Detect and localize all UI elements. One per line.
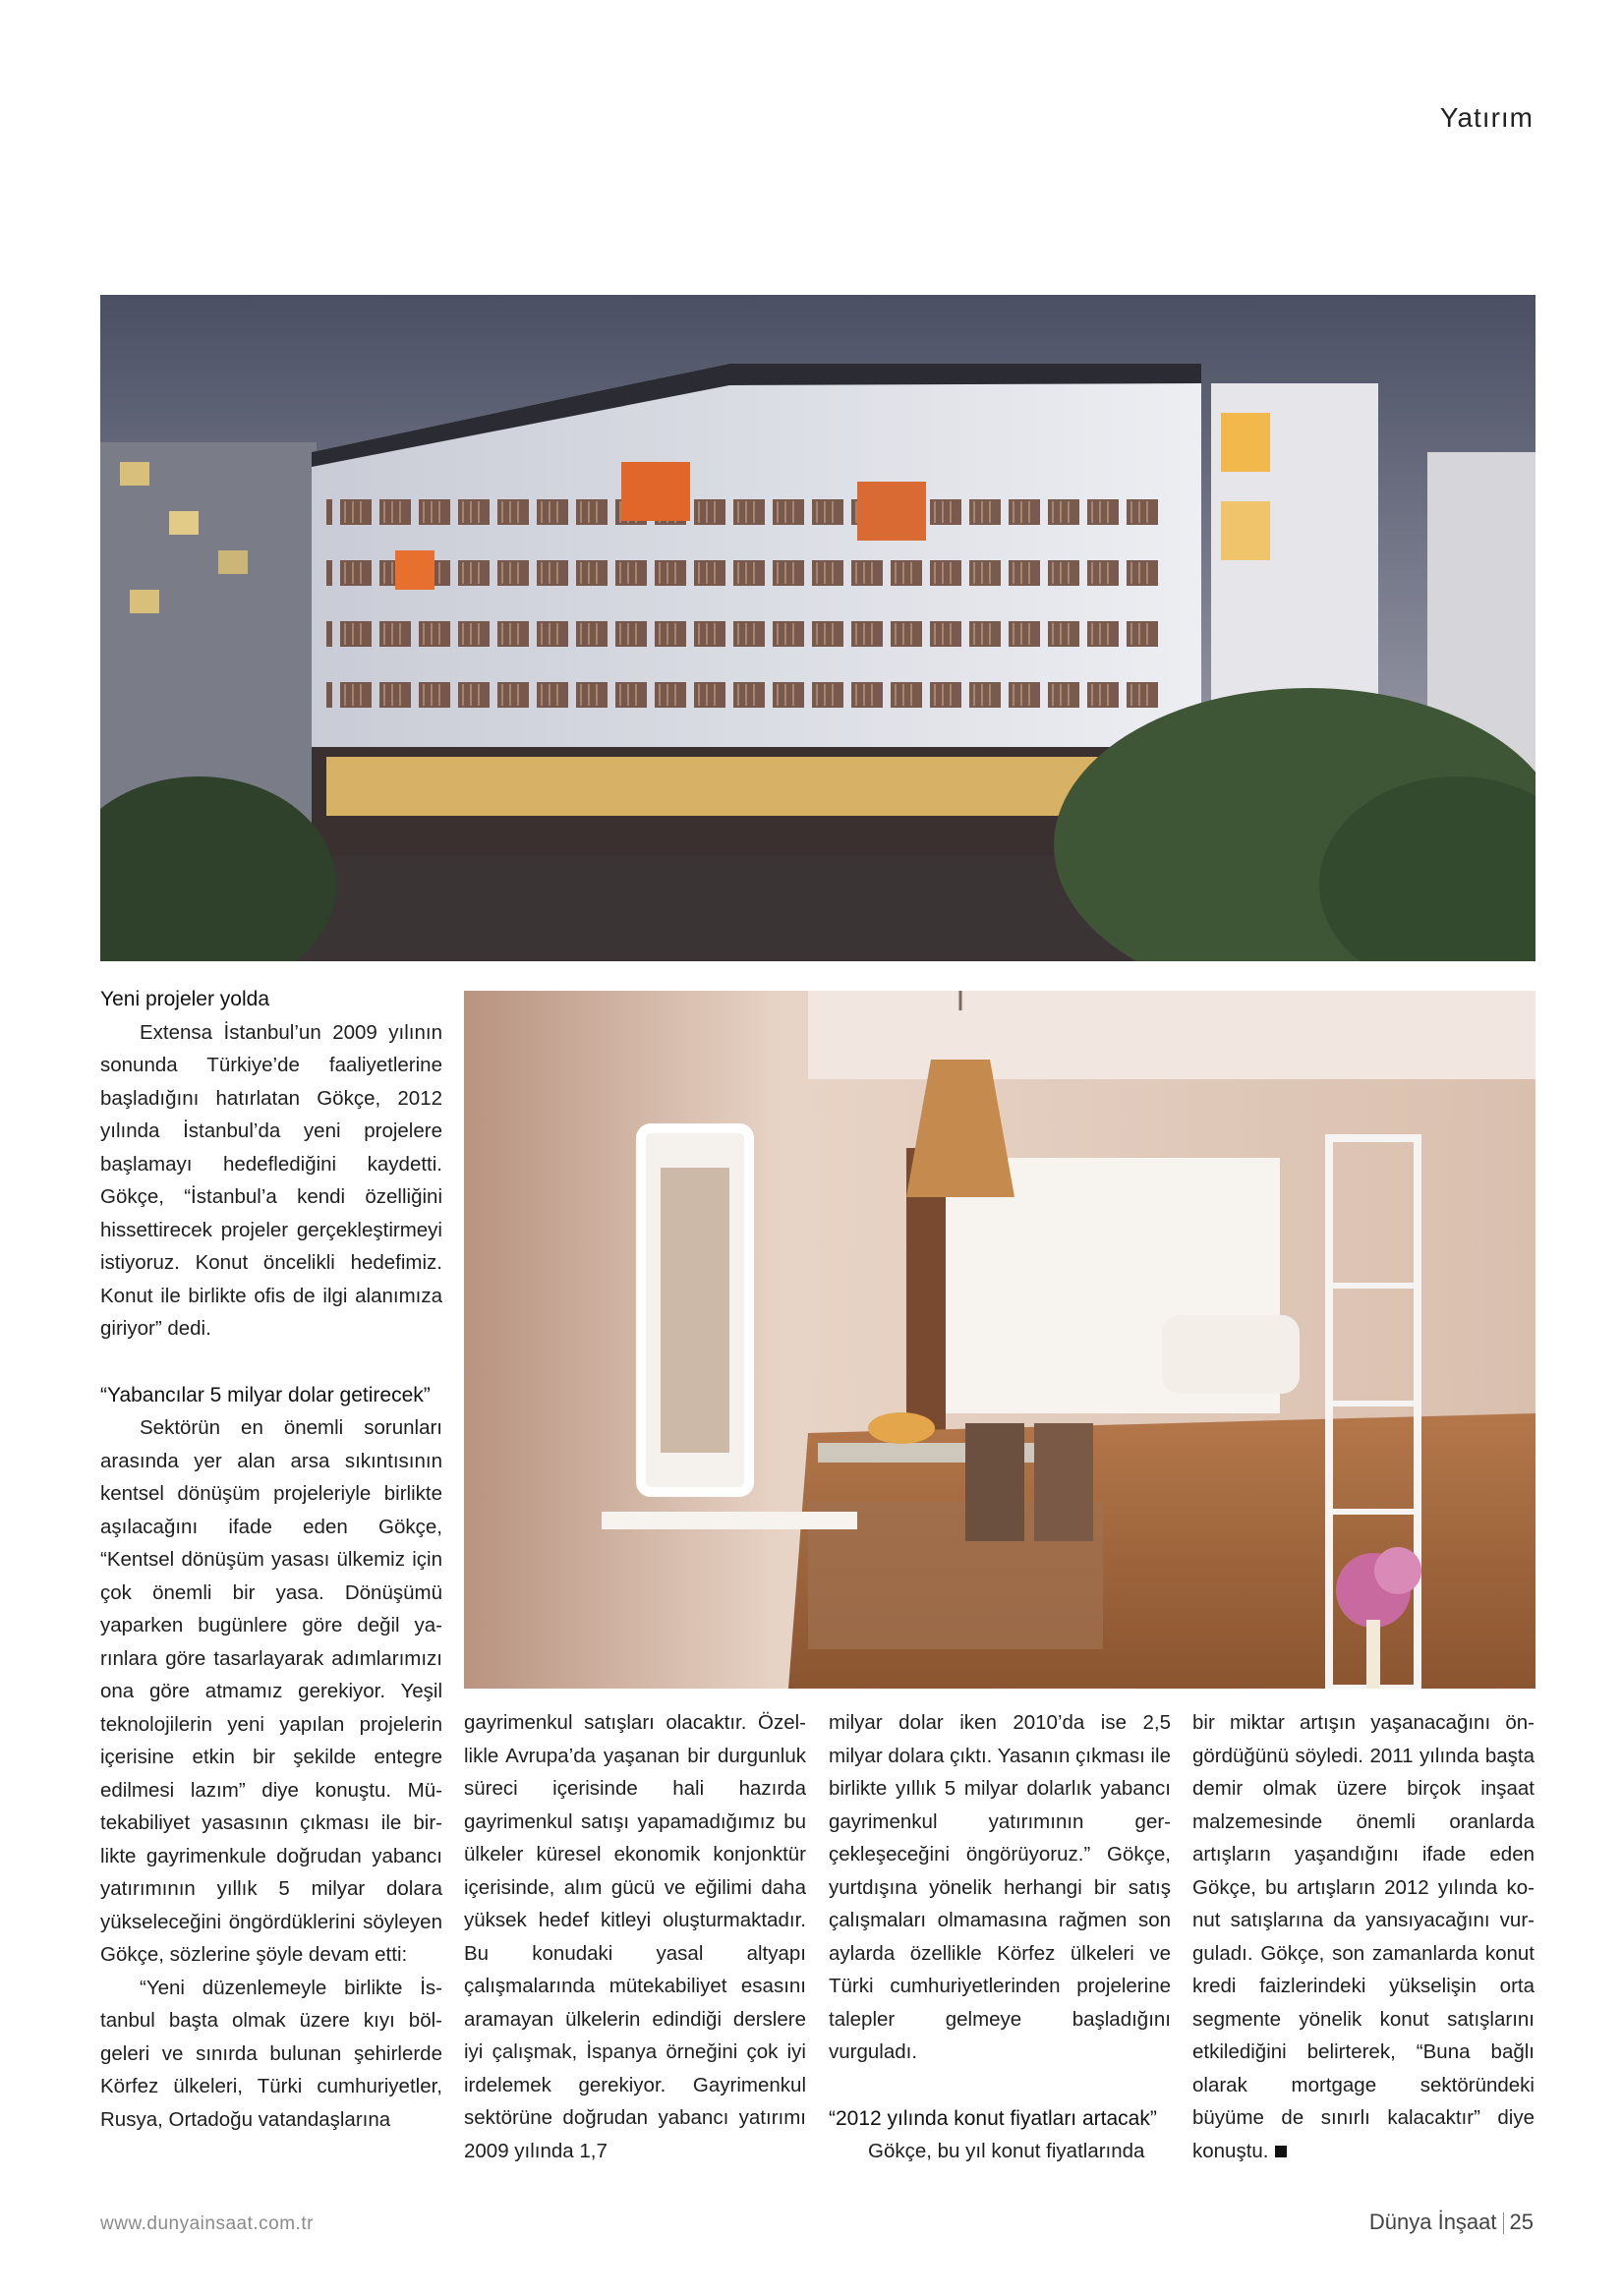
article-column-3	[829, 1706, 1171, 2168]
paragraph-1: Extensa İstanbul’un 2009 yılının sonunda Türkiye’de faaliyetlerine başladığını hatırlatan Gökçe, 2012 yılında İstanbul’da yeni projelere başlamayı hedeflediğini kaydetti. Gökçe, “İstanbul’a kendi özelliğini hissettirecek projeler gerçekleştirmeyi istiyoruz. Konut öncelikli hedefimiz. Konut ile birlikte ofis de ilgi alanımıza giriyor” dedi.	[100, 1020, 442, 1340]
paragraph-7	[1192, 1706, 1535, 2167]
article-column-2	[464, 1706, 806, 2167]
footer-separator	[1503, 2212, 1504, 2234]
article-column-4	[1192, 1706, 1535, 2167]
paragraph-3: “Yeni düzenlemeyle birlikte İstanbul başta olmak üzere kıyı bölgeleri ve sınırda bulunan şehirlerde Körfez ülkeleri, Türki cumhuriyetler, Rusya, Ortadoğu vatandaşlarına	[100, 1976, 442, 2131]
end-mark	[1275, 2146, 1287, 2157]
article-column-1	[100, 983, 442, 2136]
paragraph-7-text: bir miktar artışın yaşanacağını öngördüğünü söyledi. 2011 yılında başta demir olmak üzere birçok inşaat malzemesinde önemli oranlarda artışların yaşandığını ifade eden Gökçe, bu artışların 2012 yılında konut satışlarına da yansıyacağını vurguladı. Gökçe, son zamanlarda konut kredi faizlerindeki yükselişin orta segmente yönelik konut satışlarını etkilediğini belirterek, “Buna bağlı olarak mortgage sektöründeki büyüme de sınırlı kalacaktır” diye konuştu.	[1192, 1711, 1535, 2162]
section-label: Yatırım	[1439, 102, 1534, 133]
building-photo	[100, 295, 1535, 961]
magazine-name: Dünya İnşaat	[1368, 2210, 1497, 2234]
footer-url: www.dunyainsaat.com.tr	[100, 2213, 314, 2234]
subheading-foreigners: “Yabancılar 5 milyar dolar getirecek”	[100, 1383, 431, 1406]
page-number: 25	[1509, 2210, 1534, 2234]
paragraph-4: gayrimenkul satışları olacaktır. Özellikle Avrupa’da yaşanan bir durgunluk süreci içerisinde hali hazırda gayrimenkul satışı yapamadığımız bu ülkeler küresel ekonomik konjonktür içerisinde, alım gücü ve eğilimi daha yüksek hedef kitleyi oluşturmaktadır. Bu konudaki yasal altyapı çalışmalarında mütekabiliyet esasını aramayan ülkelerin edindiği derslere iyi çalışmak, İspanya örneğini çok iyi irdelemek gerekiyor. Gayrimenkul sektörüne doğrudan yabancı yatırımı 2009 yılında 1,7	[464, 1711, 806, 2162]
footer-magazine	[1369, 2210, 1534, 2235]
subheading-new-projects: Yeni projeler yolda	[100, 988, 270, 1010]
paragraph-5: milyar dolar iken 2010’da ise 2,5 milyar dolara çıktı. Yasanın çıkması ile birlikte yıllık 5 milyar dolarlık yabancı gayrimenkul yatırımının gerçekleşeceğini öngörüyoruz.” Gökçe, yurtdışına yönelik herhangi bir satış çalışmaları olmamasına rağmen son aylarda özellikle Körfez ülkeleri ve Türki cumhuriyetlerinden projelerine talepler gelmeye başladığını vurguladı.	[829, 1711, 1171, 2063]
paragraph-2: Sektörün en önemli sorunları arasında yer alan arsa sıkıntısının kentsel dönüşüm projeleriyle birlikte aşılacağını ifade eden Gökçe, “Kentsel dönüşüm yasası ülkemiz için çok önemli bir yasa. Dönüşümü yaparken bugünlere göre değil yarınlara göre tasarlayarak adımlarımızı ona göre atmamız gerekiyor. Yeşil teknolojilerin yeni yapılan projelerin içerisine etkin bir şekilde entegre edilmesi lazım” diye konuştu. Mütekabiliyet yasasının çıkması ile birlikte gayrimenkule doğrudan yabancı yatırımının yıllık 5 milyar dolara yükseleceğini öngördüklerini söyleyen Gökçe, sözlerine şöyle devam etti:	[100, 1416, 442, 1966]
paragraph-6: Gökçe, bu yıl konut fiyatlarında	[868, 2140, 1145, 2162]
interior-photo	[464, 991, 1535, 1689]
subheading-housing-prices: “2012 yılında konut fiyatları artacak”	[829, 2106, 1157, 2130]
